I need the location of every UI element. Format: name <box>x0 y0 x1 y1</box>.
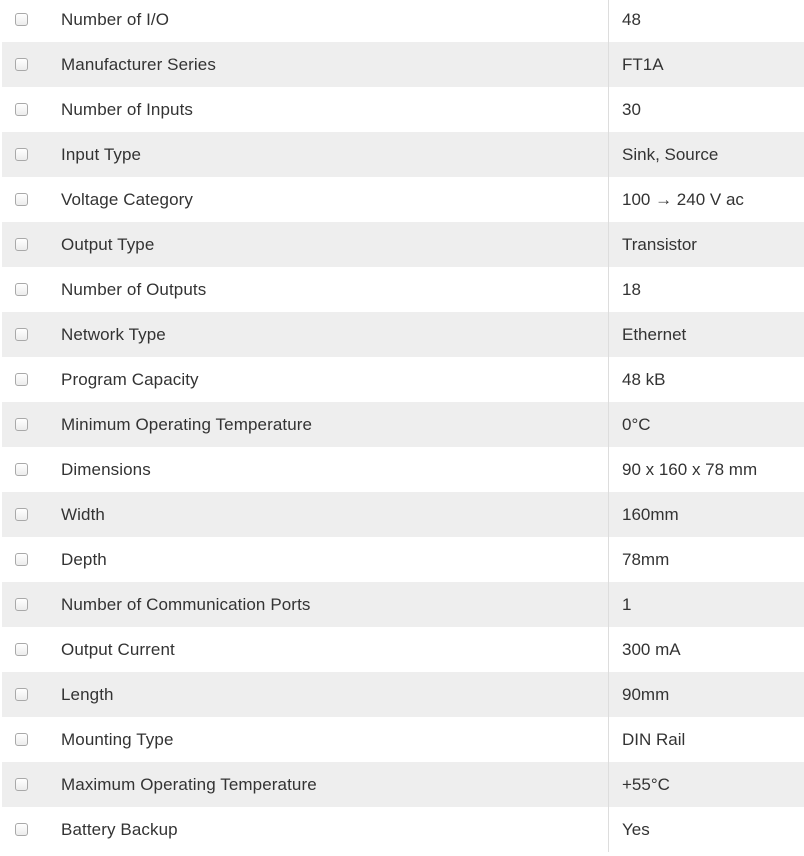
row-checkbox[interactable] <box>15 238 28 251</box>
row-checkbox[interactable] <box>15 328 28 341</box>
checkbox-cell <box>2 87 44 132</box>
attribute-value: FT1A <box>608 42 804 87</box>
checkbox-cell <box>2 177 44 222</box>
table-row <box>2 222 804 267</box>
attribute-name: Manufacturer Series <box>61 54 216 74</box>
row-checkbox[interactable] <box>15 463 28 476</box>
checkbox-cell <box>2 672 44 717</box>
table-row <box>2 132 804 177</box>
attribute-value: 90mm <box>608 672 804 717</box>
row-checkbox[interactable] <box>15 688 28 701</box>
checkbox-cell <box>2 627 44 672</box>
row-checkbox[interactable] <box>15 13 28 26</box>
attribute-value: Transistor <box>608 222 804 267</box>
checkbox-cell <box>2 492 44 537</box>
attribute-value: 90 x 160 x 78 mm <box>608 447 804 492</box>
attribute-value: DIN Rail <box>608 717 804 762</box>
attribute-name: Number of I/O <box>61 9 170 29</box>
row-checkbox[interactable] <box>15 553 28 566</box>
checkbox-cell <box>2 267 44 312</box>
table-row <box>2 717 804 762</box>
attribute-name: Program Capacity <box>61 369 199 389</box>
table-row <box>2 672 804 717</box>
checkbox-cell <box>2 132 44 177</box>
attribute-value: 100 → 240 V ac <box>608 177 804 222</box>
table-row <box>2 807 804 852</box>
attribute-name: Number of Outputs <box>61 279 207 299</box>
attribute-name: Width <box>61 504 105 524</box>
row-checkbox[interactable] <box>15 508 28 521</box>
checkbox-cell <box>2 42 44 87</box>
row-checkbox[interactable] <box>15 733 28 746</box>
row-checkbox[interactable] <box>15 598 28 611</box>
attribute-value: 160mm <box>608 492 804 537</box>
attribute-value: 18 <box>608 267 804 312</box>
checkbox-cell <box>2 717 44 762</box>
attribute-value: 48 kB <box>608 357 804 402</box>
row-checkbox[interactable] <box>15 58 28 71</box>
attribute-name: Network Type <box>61 324 166 344</box>
attribute-name: Output Current <box>61 639 175 659</box>
attribute-value: Sink, Source <box>608 132 804 177</box>
attribute-name: Battery Backup <box>61 819 178 839</box>
attribute-value: 78mm <box>608 537 804 582</box>
attribute-value: 48 <box>608 0 804 42</box>
checkbox-cell <box>2 447 44 492</box>
attribute-value: 0°C <box>608 402 804 447</box>
attribute-value: +55°C <box>608 762 804 807</box>
attribute-name: Depth <box>61 549 107 569</box>
table-row <box>2 357 804 402</box>
checkbox-cell <box>2 762 44 807</box>
row-checkbox[interactable] <box>15 643 28 656</box>
row-checkbox[interactable] <box>15 373 28 386</box>
attribute-value: Yes <box>608 807 804 852</box>
attribute-name: Input Type <box>61 144 142 164</box>
attribute-name: Output Type <box>61 234 155 254</box>
checkbox-cell <box>2 0 44 42</box>
attribute-name: Dimensions <box>61 459 151 479</box>
attribute-name: Voltage Category <box>61 189 194 209</box>
table-row <box>2 492 804 537</box>
checkbox-cell <box>2 357 44 402</box>
checkbox-cell <box>2 807 44 852</box>
row-checkbox[interactable] <box>15 193 28 206</box>
table-row <box>2 447 804 492</box>
attribute-name: Number of Inputs <box>61 99 193 119</box>
checkbox-cell <box>2 582 44 627</box>
attribute-name: Mounting Type <box>61 729 174 749</box>
checkbox-cell <box>2 312 44 357</box>
table-row <box>2 627 804 672</box>
attribute-name: Number of Communication Ports <box>61 594 311 614</box>
table-row <box>2 762 804 807</box>
table-row <box>2 177 804 222</box>
checkbox-cell <box>2 222 44 267</box>
row-checkbox[interactable] <box>15 283 28 296</box>
table-row <box>2 537 804 582</box>
table-row <box>2 42 804 87</box>
attribute-name: Length <box>61 684 114 704</box>
attribute-value: 300 mA <box>608 627 804 672</box>
table-row <box>2 402 804 447</box>
table-row <box>2 582 804 627</box>
attribute-name: Maximum Operating Temperature <box>61 774 317 794</box>
row-checkbox[interactable] <box>15 778 28 791</box>
row-checkbox[interactable] <box>15 103 28 116</box>
table-row <box>2 312 804 357</box>
row-checkbox[interactable] <box>15 823 28 836</box>
checkbox-cell <box>2 402 44 447</box>
row-checkbox[interactable] <box>15 418 28 431</box>
table-row <box>2 267 804 312</box>
attribute-name: Minimum Operating Temperature <box>61 414 313 434</box>
attribute-value: 30 <box>608 87 804 132</box>
row-checkbox[interactable] <box>15 148 28 161</box>
table-row <box>2 87 804 132</box>
attribute-value: 1 <box>608 582 804 627</box>
specifications-table <box>2 0 804 852</box>
table-row <box>2 0 804 42</box>
checkbox-cell <box>2 537 44 582</box>
attribute-value: Ethernet <box>608 312 804 357</box>
